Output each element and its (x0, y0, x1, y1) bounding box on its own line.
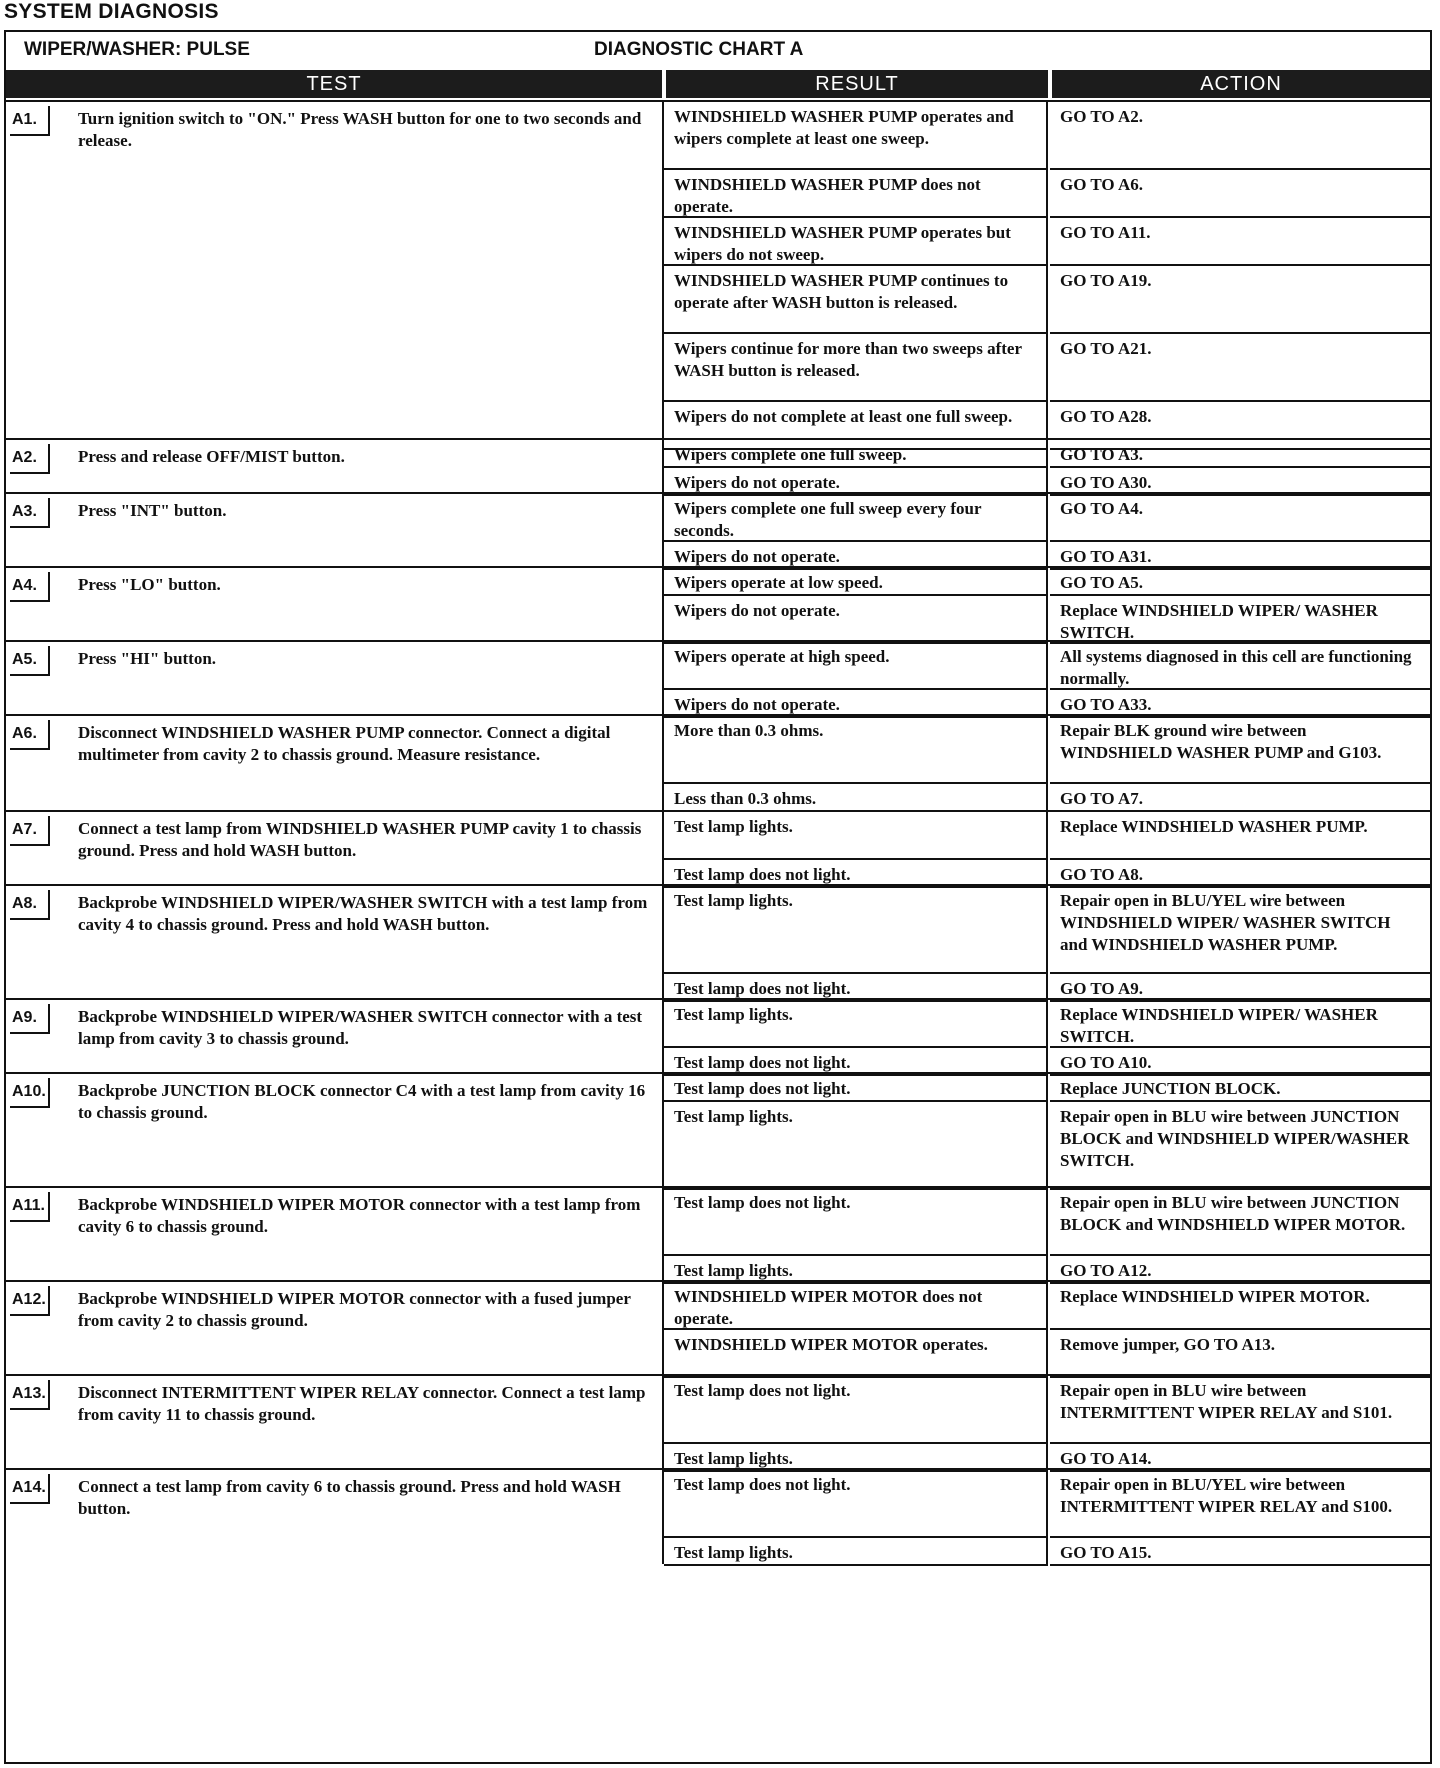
column-header-action: ACTION (1052, 70, 1430, 98)
test-cell (6, 568, 664, 642)
action-cell: GO TO A30. (1050, 468, 1430, 496)
test-instruction: Connect a test lamp from WINDSHIELD WASHER PUMP cavity 1 to chassis ground. Press and hold WASH button. (78, 819, 642, 860)
action-cell: GO TO A11. (1050, 218, 1430, 266)
test-instruction: Backprobe WINDSHIELD WIPER MOTOR connector with a test lamp from cavity 6 to chassis ground. (78, 1195, 641, 1236)
action-cell: Replace WINDSHIELD WASHER PUMP. (1050, 812, 1430, 860)
result-cell: Test lamp does not light. (664, 860, 1048, 888)
test-instruction: Backprobe WINDSHIELD WIPER/WASHER SWITCH with a test lamp from cavity 4 to chassis ground. Press and hold WASH button. (78, 893, 648, 934)
result-cell: Test lamp does not light. (664, 1470, 1048, 1538)
step-number: A11. (10, 1192, 50, 1222)
test-instruction: Press "HI" button. (78, 649, 217, 668)
table-row (6, 566, 1430, 642)
test-cell (6, 494, 664, 568)
result-cell: Wipers complete one full sweep. (664, 440, 1048, 468)
result-cell: Test lamp does not light. (664, 1048, 1048, 1076)
step-number: A14. (10, 1474, 50, 1504)
action-cell: GO TO A19. (1050, 266, 1430, 334)
result-cell: Test lamp lights. (664, 812, 1048, 860)
action-cell: GO TO A7. (1050, 784, 1430, 812)
test-cell (6, 812, 664, 886)
result-cell: WINDSHIELD WIPER MOTOR does not operate. (664, 1282, 1048, 1330)
action-cell: GO TO A14. (1050, 1444, 1430, 1472)
test-cell (6, 886, 664, 1000)
result-cell: Wipers operate at high speed. (664, 642, 1048, 690)
chart-header (6, 32, 1430, 68)
result-cell: Test lamp lights. (664, 1000, 1048, 1048)
action-cell: Replace WINDSHIELD WIPER/ WASHER SWITCH. (1050, 596, 1430, 644)
result-cell: Test lamp lights. (664, 1102, 1048, 1190)
table-row (6, 998, 1430, 1074)
test-cell (6, 1376, 664, 1470)
action-cell: GO TO A21. (1050, 334, 1430, 402)
action-cell: GO TO A4. (1050, 494, 1430, 542)
action-cell: Repair open in BLU wire between JUNCTION BLOCK and WINDSHIELD WIPER MOTOR. (1050, 1188, 1430, 1256)
table-row (6, 714, 1430, 810)
step-number: A12. (10, 1286, 50, 1316)
result-cell: WINDSHIELD WASHER PUMP operates and wipers complete at least one sweep. (664, 102, 1048, 170)
step-number: A7. (10, 816, 50, 846)
result-cell: Test lamp does not light. (664, 1074, 1048, 1102)
step-number: A10. (10, 1078, 50, 1108)
test-instruction: Backprobe JUNCTION BLOCK connector C4 with a test lamp from cavity 16 to chassis ground. (78, 1081, 646, 1122)
result-cell: Test lamp lights. (664, 1444, 1048, 1472)
table-row (6, 1374, 1430, 1470)
test-instruction: Press "LO" button. (78, 575, 221, 594)
step-number: A1. (10, 106, 50, 136)
action-cell: GO TO A31. (1050, 542, 1430, 570)
result-cell: WINDSHIELD WASHER PUMP operates but wipers do not sweep. (664, 218, 1048, 266)
chart-subtitle: WIPER/WASHER: PULSE (24, 39, 250, 60)
action-cell: Repair open in BLU wire between JUNCTION BLOCK and WINDSHIELD WIPER/WASHER SWITCH. (1050, 1102, 1430, 1190)
action-cell: GO TO A28. (1050, 402, 1430, 450)
step-number: A5. (10, 646, 50, 676)
step-number: A8. (10, 890, 50, 920)
action-cell: GO TO A5. (1050, 568, 1430, 596)
action-cell: GO TO A10. (1050, 1048, 1430, 1076)
result-cell: Test lamp lights. (664, 886, 1048, 974)
result-cell: Wipers do not operate. (664, 690, 1048, 718)
step-number: A3. (10, 498, 50, 528)
test-cell (6, 716, 664, 810)
action-cell: GO TO A3. (1050, 440, 1430, 468)
table-row (6, 492, 1430, 568)
result-cell: WINDSHIELD WASHER PUMP does not operate. (664, 170, 1048, 218)
action-cell: GO TO A8. (1050, 860, 1430, 888)
action-cell: GO TO A9. (1050, 974, 1430, 1002)
table-row (6, 438, 1430, 494)
result-cell: Test lamp does not light. (664, 1188, 1048, 1256)
test-cell (6, 102, 664, 448)
column-headers (6, 70, 1430, 98)
action-cell: GO TO A33. (1050, 690, 1430, 718)
test-instruction: Backprobe WINDSHIELD WIPER/WASHER SWITCH connector with a test lamp from cavity 3 to chassis ground. (78, 1007, 643, 1048)
result-cell: Wipers complete one full sweep every four seconds. (664, 494, 1048, 542)
action-cell: Repair open in BLU/YEL wire between INTERMITTENT WIPER RELAY and S100. (1050, 1470, 1430, 1538)
chart-title: DIAGNOSTIC CHART A (594, 39, 804, 60)
action-cell: GO TO A2. (1050, 102, 1430, 170)
table-row (6, 1280, 1430, 1376)
test-instruction: Backprobe WINDSHIELD WIPER MOTOR connector with a fused jumper from cavity 2 to chassis ground. (78, 1289, 631, 1330)
step-number: A13. (10, 1380, 50, 1410)
action-cell: Repair BLK ground wire between WINDSHIELD WASHER PUMP and G103. (1050, 716, 1430, 784)
action-cell: Replace WINDSHIELD WIPER MOTOR. (1050, 1282, 1430, 1330)
result-cell: Test lamp does not light. (664, 974, 1048, 1002)
result-cell: WINDSHIELD WASHER PUMP continues to operate after WASH button is released. (664, 266, 1048, 334)
test-cell (6, 1074, 664, 1188)
result-cell: Test lamp lights. (664, 1538, 1048, 1566)
step-number: A6. (10, 720, 50, 750)
result-cell: More than 0.3 ohms. (664, 716, 1048, 784)
result-cell: Wipers do not operate. (664, 596, 1048, 644)
test-instruction: Press "INT" button. (78, 501, 227, 520)
page-title: SYSTEM DIAGNOSIS (4, 0, 219, 23)
result-cell: Test lamp lights. (664, 1256, 1048, 1284)
step-number: A9. (10, 1004, 50, 1034)
action-cell: Replace JUNCTION BLOCK. (1050, 1074, 1430, 1102)
action-cell: Remove jumper, GO TO A13. (1050, 1330, 1430, 1378)
step-number: A4. (10, 572, 50, 602)
test-instruction: Connect a test lamp from cavity 6 to chassis ground. Press and hold WASH button. (78, 1477, 621, 1518)
test-instruction: Press and release OFF/MIST button. (78, 447, 345, 466)
table-row (6, 810, 1430, 886)
column-header-result: RESULT (666, 70, 1048, 98)
step-number: A2. (10, 444, 50, 474)
action-cell: Replace WINDSHIELD WIPER/ WASHER SWITCH. (1050, 1000, 1430, 1048)
test-instruction: Disconnect INTERMITTENT WIPER RELAY connector. Connect a test lamp from cavity 11 to chassis ground. (78, 1383, 646, 1424)
test-cell (6, 1282, 664, 1376)
result-cell: WINDSHIELD WIPER MOTOR operates. (664, 1330, 1048, 1378)
action-cell: GO TO A12. (1050, 1256, 1430, 1284)
test-cell (6, 1000, 664, 1074)
test-cell (6, 440, 664, 494)
action-cell: All systems diagnosed in this cell are functioning normally. (1050, 642, 1430, 690)
result-cell: Less than 0.3 ohms. (664, 784, 1048, 812)
test-cell (6, 1188, 664, 1282)
test-instruction: Turn ignition switch to "ON." Press WASH button for one to two seconds and release. (78, 109, 642, 150)
action-cell: Repair open in BLU/YEL wire between WINDSHIELD WIPER/ WASHER SWITCH and WINDSHIELD WASHER PUMP. (1050, 886, 1430, 974)
column-header-test: TEST (6, 70, 662, 98)
result-cell: Test lamp does not light. (664, 1376, 1048, 1444)
result-cell: Wipers do not operate. (664, 468, 1048, 496)
result-cell: Wipers do not complete at least one full sweep. (664, 402, 1048, 450)
table-row (6, 1468, 1430, 1564)
action-cell: GO TO A6. (1050, 170, 1430, 218)
test-instruction: Disconnect WINDSHIELD WASHER PUMP connector. Connect a digital multimeter from cavity 2 to chassis ground. Measure resistance. (78, 723, 611, 764)
table-row (6, 1186, 1430, 1282)
table-row (6, 1072, 1430, 1188)
test-cell (6, 642, 664, 716)
result-cell: Wipers operate at low speed. (664, 568, 1048, 596)
test-cell (6, 1470, 664, 1564)
table-row (6, 100, 1430, 448)
diagnostic-chart (4, 30, 1432, 1764)
table-row (6, 884, 1430, 1000)
result-cell: Wipers do not operate. (664, 542, 1048, 570)
result-cell: Wipers continue for more than two sweeps after WASH button is released. (664, 334, 1048, 402)
table-row (6, 640, 1430, 716)
action-cell: GO TO A15. (1050, 1538, 1430, 1566)
action-cell: Repair open in BLU wire between INTERMITTENT WIPER RELAY and S101. (1050, 1376, 1430, 1444)
